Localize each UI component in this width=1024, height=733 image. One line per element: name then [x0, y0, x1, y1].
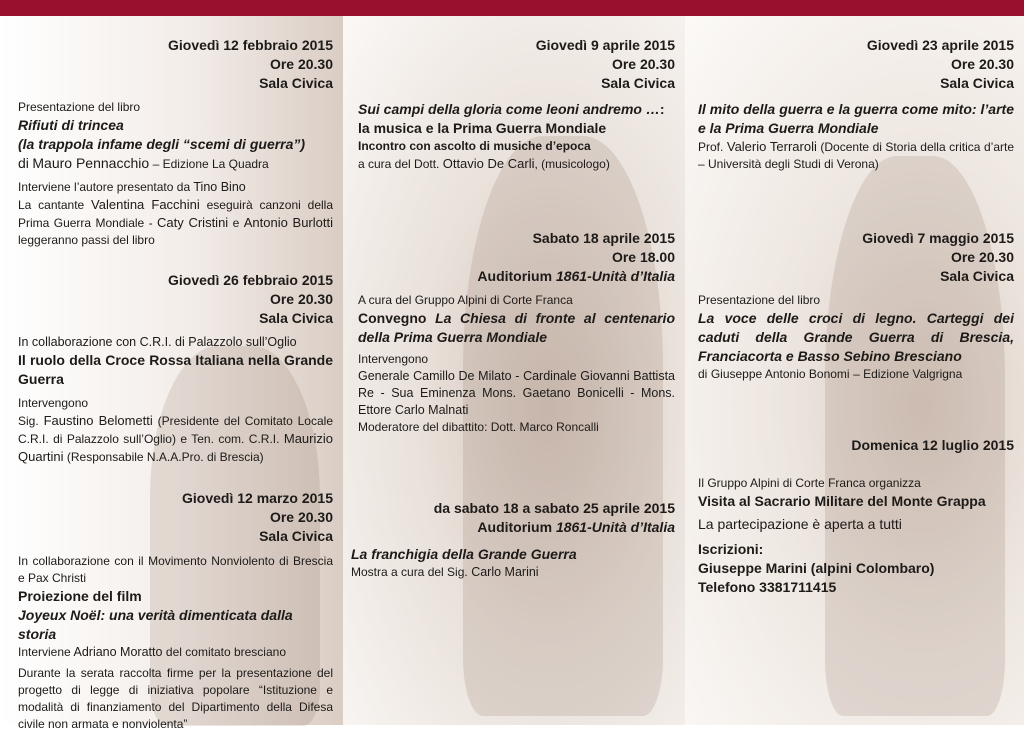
event-8-header: Giovedì 7 maggio 2015 Ore 20.30 Sala Civica — [862, 230, 1014, 284]
event-2-header: Giovedì 26 febbraio 2015 Ore 20.30 Sala Civica — [168, 272, 333, 326]
event-7-body: Il mito della guerra e la guerra come mito: l’arte e la Prima Guerra Mondiale Prof. Valerio Terraroli (Docente di Storia della critica d’arte – Università degli Studi di Verona) — [698, 101, 1014, 171]
event-8-body: Presentazione del libro La voce delle croci di legno. Carteggi dei caduti della Grande Guerra di Brescia, Franciacorta e Basso Sebino Bresciano di Giuseppe Antonio Bonomi – Edizione Valgrigna — [698, 293, 1014, 381]
event-4-header: Giovedì 9 aprile 2015 Ore 20.30 Sala Civica — [535, 37, 675, 91]
event-9-header: Domenica 12 luglio 2015 — [851, 437, 1014, 453]
event-2-body: In collaborazione con C.R.I. di Palazzolo sull’Oglio Il ruolo della Croce Rossa Italiana nella Grande Guerra Intervengono Sig. Faustino Belometti (Presidente del Comitato Locale C.R.I. di Palazzolo sull’Oglio) e Ten. com. C.R.I. Maurizio Quartini (Responsabile N.A.A.Pro. di Brescia) — [18, 335, 333, 464]
event-7-header: Giovedì 23 aprile 2015 Ore 20.30 Sala Civica — [866, 37, 1014, 91]
event-3-header: Giovedì 12 marzo 2015 Ore 20.30 Sala Civica — [182, 490, 333, 544]
event-5-body: A cura del Gruppo Alpini di Corte Franca Convegno La Chiesa di fronte al centenario della Prima Guerra Mondiale Intervengono Generale Camillo De Milato - Cardinale Giovanni Battista Re - Sua Eminenza Mons. Gaetano Bonicelli - Mons. Ettore Carlo Malnati Moderatore del dibattito: Dott. Marco Roncalli — [358, 293, 675, 434]
event-4-body: Sui campi della gloria come leoni andremo …: la musica e la Prima Guerra Mondiale Incontro con ascolto di musiche d’epoca a cura del Dott. Ottavio De Carli, (musicologo) — [358, 101, 665, 171]
event-1-header: Giovedì 12 febbraio 2015 Ore 20.30 Sala Civica — [168, 37, 333, 91]
event-6-body: La franchigia della Grande Guerra Mostra a cura del Sig. Carlo Marini — [351, 546, 577, 579]
top-color-bar — [0, 0, 1024, 16]
event-5-header: Sabato 18 aprile 2015 Ore 18.00 Auditorium 1861-Unità d’Italia — [477, 230, 675, 284]
event-1-body: Presentazione del libro Rifiuti di trincea (la trappola infame degli “scemi di guerra”) di Mauro Pennacchio – Edizione La Quadra Interviene l’autore presentato da Tino Bino La cantante Valentina Facchini eseguirà canzoni della Prima Guerra Mondiale - Caty Cristini e Antonio Burlotti leggeranno passi del libro — [18, 100, 333, 247]
column-1 — [0, 16, 343, 731]
event-6-header: da sabato 18 a sabato 25 aprile 2015 Auditorium 1861-Unità d’Italia — [433, 500, 675, 535]
event-3-body: In collaborazione con il Movimento Nonviolento di Brescia e Pax Christi Proiezione del film Joyeux Noël: una verità dimenticata dalla storia Interviene Adriano Moratto del comitato bresciano Durante la serata raccolta firme per la presentazione del progetto di legge di iniziativa popolare “Istituzione e modalità di finanziamento del Dipartimento della Difesa civile non armata e nonviolenta” — [18, 554, 333, 731]
column-3 — [685, 16, 1024, 725]
column-2 — [343, 16, 685, 725]
event-9-body: Il Gruppo Alpini di Corte Franca organizza Visita al Sacrario Militare del Monte Grappa La partecipazione è aperta a tutti Iscrizioni: Giuseppe Marini (alpini Colombaro) Telefono 3381711415 — [698, 476, 986, 595]
